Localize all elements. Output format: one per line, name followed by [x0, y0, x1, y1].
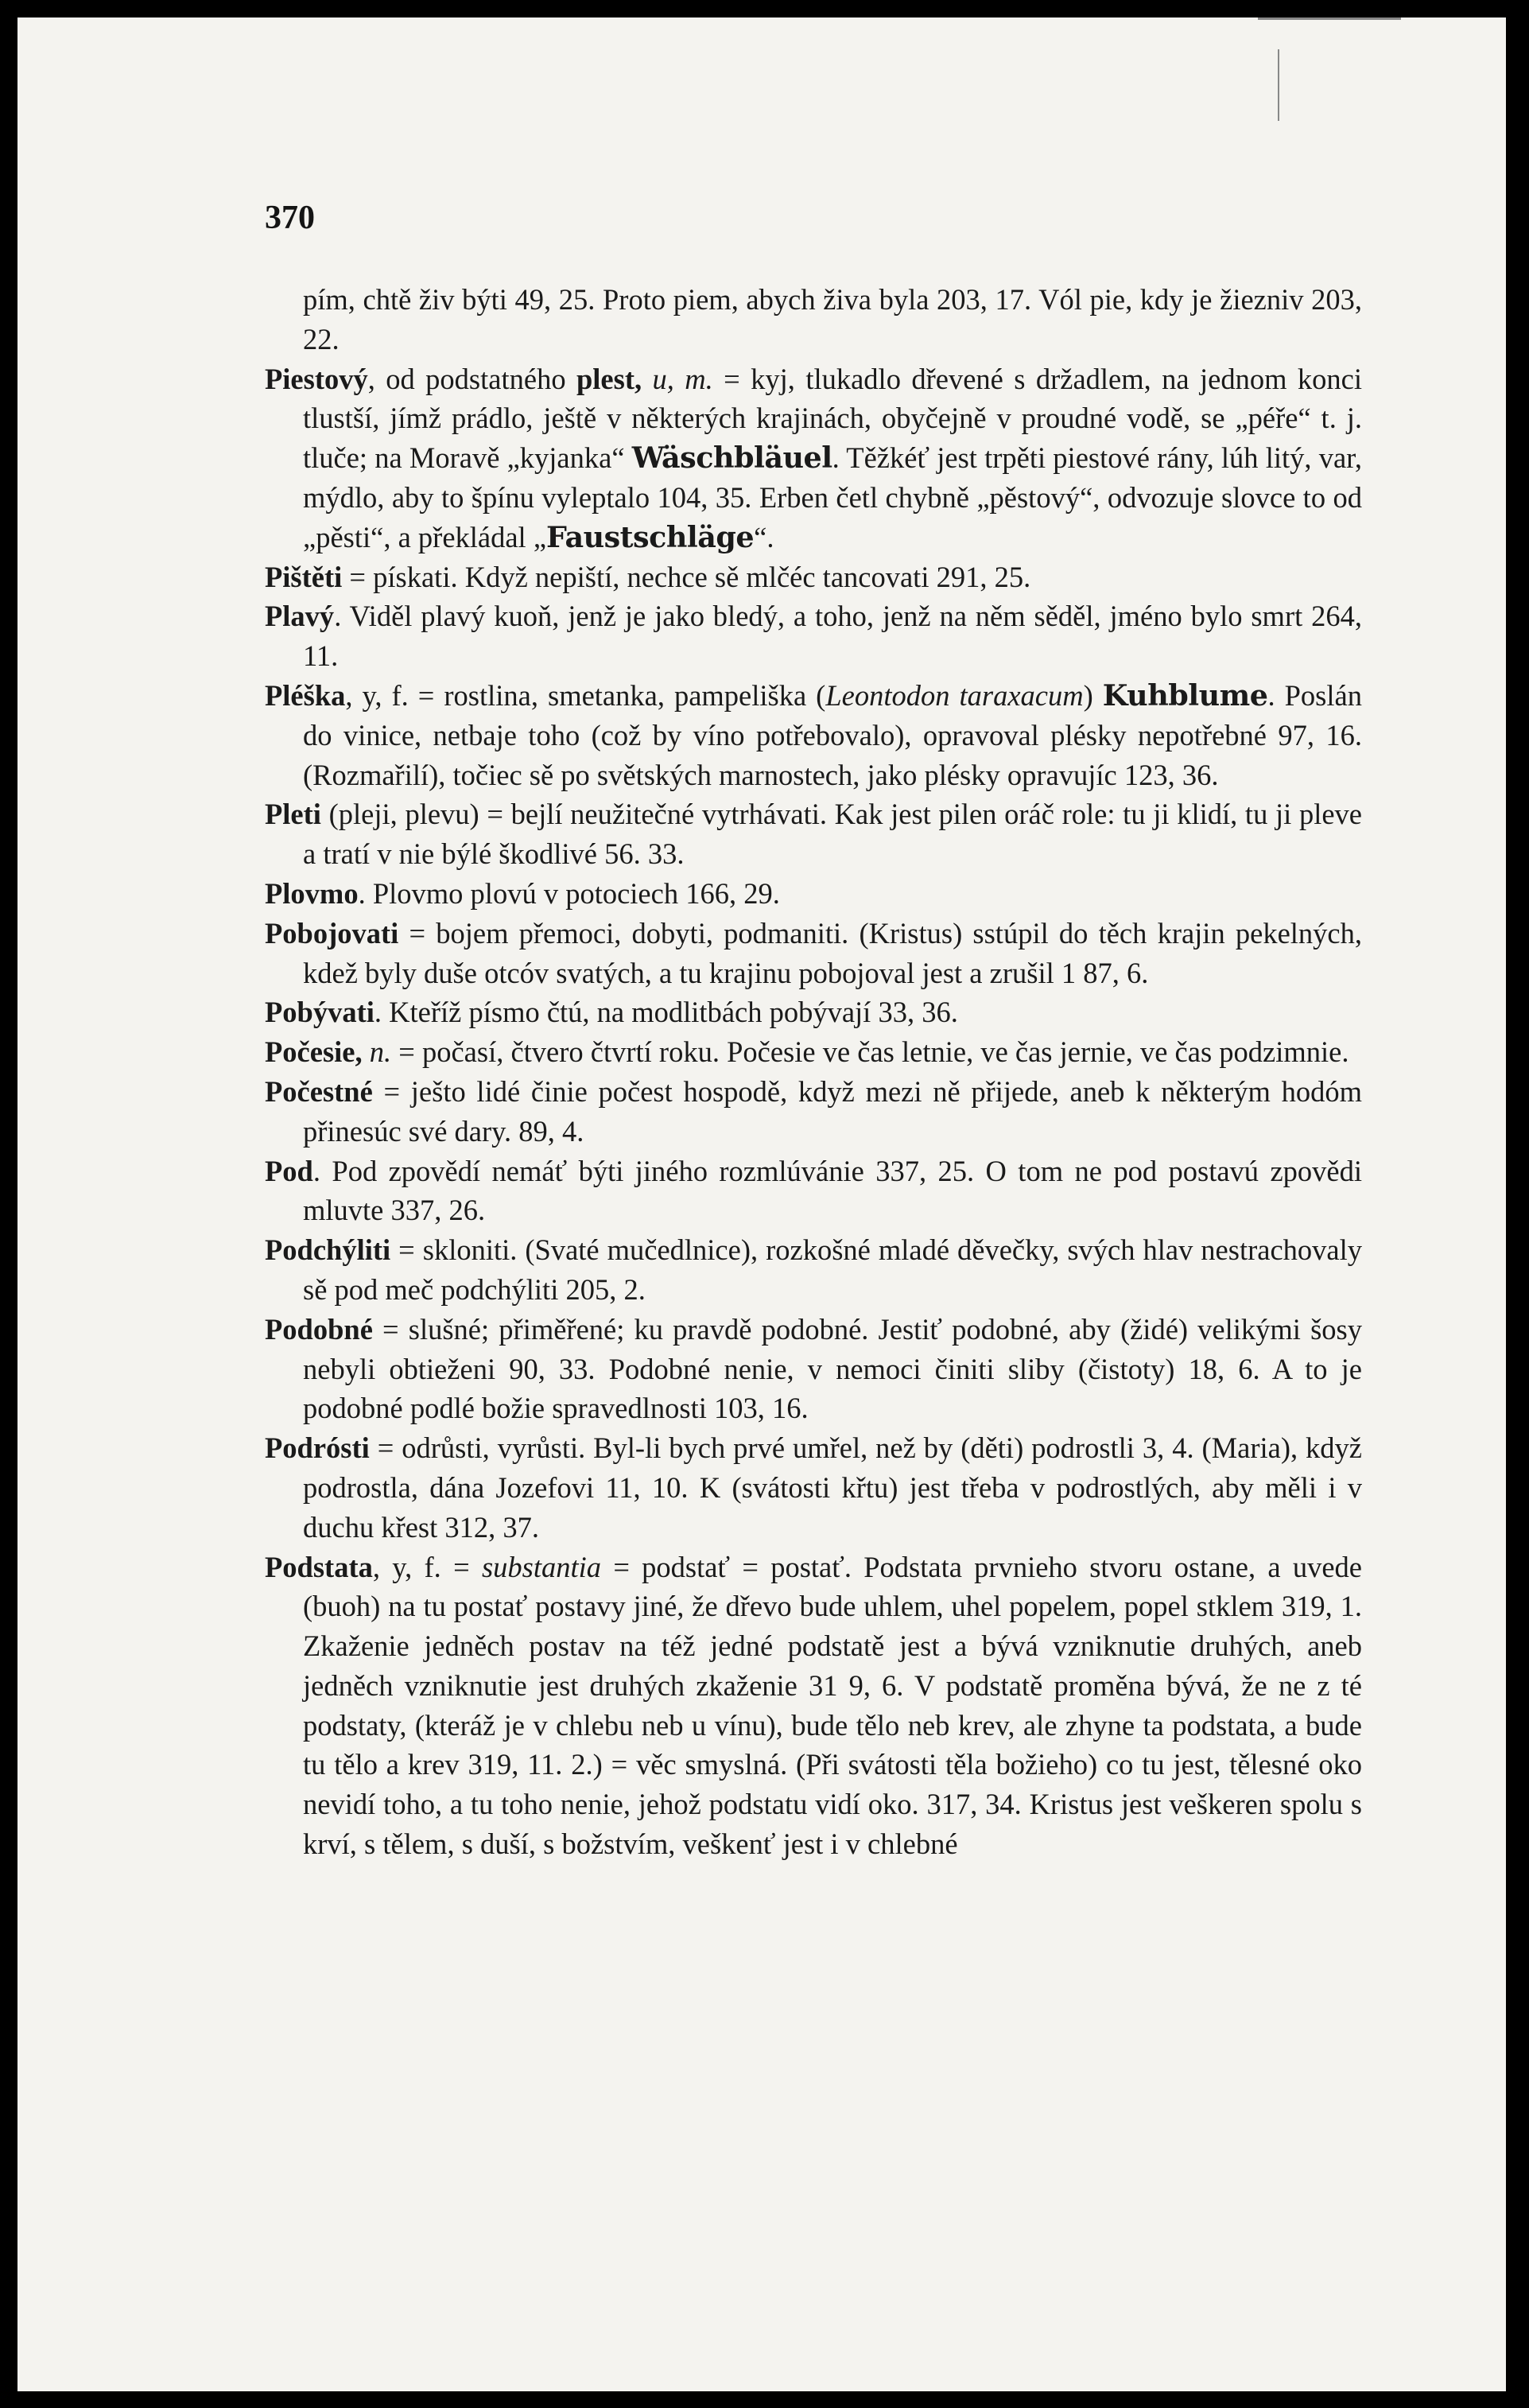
scan-mark-top: [1258, 17, 1401, 20]
dictionary-entry: pím, chtě živ býti 49, 25. Proto piem, abych živa byla 203, 17. Vól pie, kdy je žiezniv 203, 22.: [303, 283, 1362, 355]
dictionary-entry: Podrósti = odrůsti, vyrůsti. Byl-li bych prvé umřel, než by (děti) podrostli 3, 4. (Maria), když podrostla, dána Jozefovi 11, 10. K (svátosti křtu) jest třeba v podrostlých, aby měli i v duchu křest 312, 37.: [265, 1431, 1362, 1544]
headword: Počesie,: [265, 1035, 363, 1069]
headword: Podchýliti: [265, 1233, 391, 1267]
german-gloss: Wäschbläuel: [631, 441, 832, 476]
headword: Plovmo: [265, 876, 359, 910]
dictionary-entry: Plovmo. Plovmo plovú v potociech 166, 29.: [265, 876, 780, 910]
dictionary-entry: Pleti (pleji, plevu) = bejlí neužitečné vytrhávati. Kak jest pilen oráč role: tu ji klidí, tu ji pleve a tratí v nie býlé škodlivé 56. 33.: [265, 798, 1362, 871]
dictionary-entry: Pobojovati = bojem přemoci, dobyti, podmaniti. (Kristus) sstúpil do těch krajin pekelných, kdež byly duše otcóv svatých, a tu krajinu pobojoval jest a zrušil 1 87, 6.: [265, 916, 1362, 989]
dictionary-entry: Pobývati. Kteříž písmo čtú, na modlitbách pobývají 33, 36.: [265, 996, 958, 1029]
dictionary-entry: Pod. Pod zpovědí nemáť býti jiného rozmlúvánie 337, 25. O tom ne pod postavú zpovědi mluvte 337, 26.: [265, 1154, 1362, 1227]
dictionary-entry: Pištěti = pískati. Když nepiští, nechce sě mlčéc tancovati 291, 25.: [265, 560, 1031, 593]
dictionary-entry: Pléška, y, f. = rostlina, smetanka, pampeliška (Leontodon taraxacum) Kuhblume. Poslán do vinice, netbaje toho (což by víno potřebovalo), opravoval plésky nepotřebné 97, 16. (Rozmařilí), točiec sě po světských marnostech, jako plésky opravujíc 123, 36.: [265, 678, 1362, 791]
headword: Plavý: [265, 600, 335, 633]
headword: Piestový: [265, 362, 368, 395]
dictionary-entry: Počesie, n. = počasí, čtvero čtvrtí roku. Počesie ve čas letnie, ve čas jernie, ve čas podzimnie.: [265, 1035, 1349, 1069]
headword: Počestné: [265, 1074, 373, 1108]
headword: Pleti: [265, 798, 321, 831]
headword: Pod: [265, 1154, 313, 1187]
headword: Pobývati: [265, 996, 374, 1029]
headword: plest,: [576, 362, 642, 395]
dictionary-entry: Piestový, od podstatného plest, u, m. = kyj, tlukadlo dřevené s držadlem, na jednom konci tlustší, jímž prádlo, ještě v některých krajinách, obyčejně v proudné vodě, se „péře“ t. j. tluče; na Moravě „kyjanka“ Wäschbläuel. Těžkéť jest trpěti piestové rány, lúh litý, var, mýdlo, aby to špínu vyleptalo 104, 35. Erben četl chybně „pěstový“, odvozuje slovce to od „pěsti“, a překládal „Faustschläge“.: [265, 362, 1363, 554]
dictionary-entry: Podstata, y, f. = substantia = podstať = postať. Podstata prvnieho stvoru ostane, a uvede (buoh) na tu postať postavy jiné, že dřevo bude uhlem, uhel popelem, popel stklem 319, 1. Zkaženie jedněch postav na též jedné podstatě jest a bývá vzniknutie druhých, aneb jedněch vzniknutie jest druhých zkaženie 31 9, 6. V podstatě proměna bývá, že ne z té podstaty, (kteráž je v chlebu neb u vínu), bude tělo neb krev, ale zhyne ta podstata, a bude tu tělo a krev 319, 11. 2.) = věc smyslná. (Při svátosti těla božieho) co tu jest, tělesné oko nevidí toho, a tu toho nenie, jehož podstatu vidí oko. 317, 34. Kristus jest veškeren spolu s krví, s tělem, s duší, s božstvím, veškenť jest i v chlebné: [265, 1550, 1362, 1861]
german-gloss: Faustschläge: [546, 519, 755, 554]
headword: Podstata: [265, 1550, 373, 1583]
headword: Pištěti: [265, 560, 343, 593]
headword: Pléška: [265, 678, 346, 712]
dictionary-entry: Podchýliti = skloniti. (Svaté mučedlnice), rozkošné mladé děvečky, svých hlav nestrachovaly sě pod meč podchýliti 205, 2.: [265, 1233, 1362, 1306]
page-number: 370: [265, 200, 315, 236]
dictionary-entry: Plavý. Viděl plavý kuoň, jenž je jako bledý, a toho, jenž na něm sěděl, jméno bylo smrt 264, 11.: [265, 600, 1362, 673]
dictionary-entry: Podobné = slušné; přiměřené; ku pravdě podobné. Jestiť podobné, aby (židé) velikými šosy nebyli obtieženi 90, 33. Podobné nenie, v nemoci činiti sliby (čistoty) 18, 6. A to je podobné podlé božie spravedlnosti 103, 16.: [265, 1312, 1362, 1425]
scan-mark-right: [1278, 49, 1279, 121]
german-gloss: Kuhblume: [1102, 678, 1268, 713]
book-page: [17, 17, 1506, 2391]
headword: Pobojovati: [265, 916, 399, 950]
dictionary-entry: Počestné = ješto lidé činie počest hospodě, když mezi ně přijede, aneb k některým hodóm přinesúc své dary. 89, 4.: [265, 1074, 1362, 1148]
dictionary-entries: [265, 280, 1362, 1864]
headword: Podobné: [265, 1312, 373, 1346]
headword: Podrósti: [265, 1431, 370, 1465]
